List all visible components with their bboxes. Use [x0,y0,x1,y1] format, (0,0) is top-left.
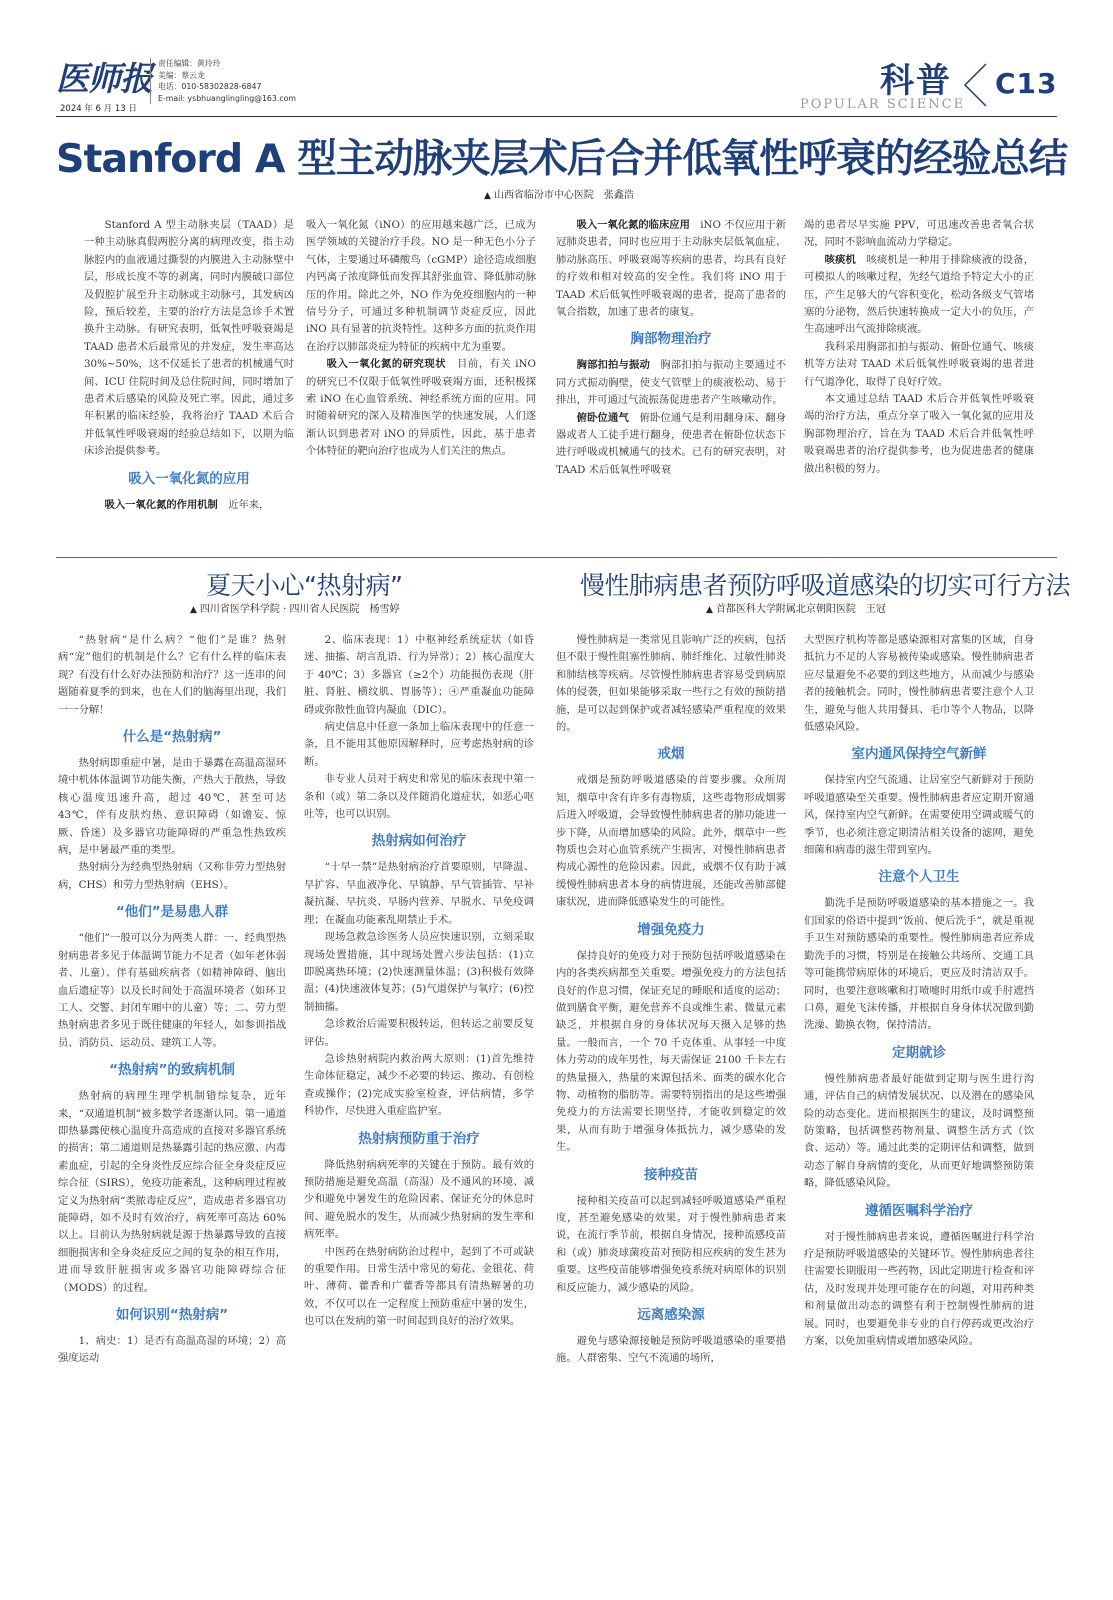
paragraph-text: 俯卧位通气是利用翻身床、翻身器或者人工徒手进行翻身，使患者在俯卧位状态下进行呼吸或机械通气的技术。已有的研究表明，对 TAAD 术后低氧性呼吸衰 [556,411,787,476]
paragraph-text: 咳痰机是一种用于排除痰液的设备，可模拟人的咳嗽过程，先经气道给予特定大小的正压，产生足够大的气容积变化，松动各级支气管堵塞的分泌物，然后快速转换成一定大小的负压，产生高速呼出气流排除痰液。 [804,253,1035,336]
section-heading: 吸入一氧化氮的应用 [128,470,250,487]
paragraph: “十早一禁”是热射病治疗首要原则，早降温、早扩容、早血液净化、早镇静、早气管插管、早补凝抗凝、早抗炎、早肠内营养、早脱水、早免疫调理；在凝血功能紊乱期禁止手术。 [304,861,534,926]
article1-column-2 [306,217,536,549]
email-line: E-mail: ysbhuanglingling@163.com [158,93,296,103]
paragraph: 接种相关疫苗可以起到减轻呼吸道感染严重程度，甚至避免感染的效果。对于慢性肺病患者来说，在流行季节前，根据自身情况，接种流感疫苗和（或）肺炎球菌疫苗对预防相应疾病的发生甚为重要。这些疫苗能够增强免疫系统对病原体的识别和反应能力，减少感染的风险。 [556,1194,786,1294]
paragraph: 热射病即重症中暑，是由于暴露在高温高湿环境中机体体温调节功能失衡，产热大于散热，导致核心温度迅速升高，超过 40℃，甚至可达 43℃，伴有皮肤灼热、意识障碍（如谵妄、惊厥、昏迷）及多器官功能障碍的严重急性热致疾病，是中暑最严重的类型。 [58,757,286,857]
section-heading: 增强免疫力 [637,921,705,938]
paragraph-text: 胸部扣拍与振动主要通过不同方式振动胸壁，使支气管壁上的痰液松动、易于排出，并可通过气流振荡促进患者产生咳嗽动作。 [556,359,787,407]
paragraph-text: 近年来， [217,498,270,511]
paragraph: 大型医疗机构等都是感染源相对富集的区域，自身抵抗力不足的人容易被传染或感染。慢性肺病患者应尽量避免不必要的到这些地方，从而减少与感染者的接触机会。同时，慢性肺病患者要注意个人卫生，避免与他人共用餐具、毛巾等个人物品，以降低感染风险。 [804,634,1034,734]
article2-column-2 [304,632,534,1512]
paragraph: “热射病”是什么病？“他们”是谁？热射病“宠”他们的机制是什么？它有什么样的临床表现？有没有什么好办法预防和治疗？这一连串的问题随着夏季的到来，也在人们的脑海里出现，我们一一分解！ [58,634,286,716]
paragraph: 降低热射病病死率的关键在于预防。最有效的预防措施是避免高温（高湿）及不通风的环境、减少和避免中暑发生的危险因素、保证充分的休息时间、避免脱水的发生，从而减少热射病的发生率和病死率。 [304,1158,534,1241]
paragraph-lead: 吸入一氧化氮的研究现状 [326,358,447,371]
paragraph-lead: 俯卧位通气 [576,411,629,424]
article2-author: 四川省医学科学院 · 四川省人民医院 杨雪婷 [199,604,400,615]
section-heading: “他们”是易患人群 [115,904,229,921]
section-heading: 如何识别“热射病” [115,1307,229,1323]
section-title: 科普 [880,61,952,101]
issue-date: 2024 年 6 月 13 日 [60,104,137,114]
paragraph: “他们”一般可以分为两类人群：一、经典型热射病患者多见于体温调节能力不足者（如年老体弱者、儿童）、伴有基础疾病者（如精神障碍、脑出血后遗症等）以及长时间处于高温环境者（如环卫工人、交警、封闭车厢中的儿童）等；二、劳力型热射病患者多见于既往健康的年轻人，如参训指战员、消防员、运动员、建筑工人等。 [58,932,286,1049]
article1-column-1 [84,217,294,549]
article2-column-1 [58,632,286,1512]
article3-author: 首都医科大学附属北京朝阳医院 王冠 [715,604,886,615]
paragraph-text: iNO 不仅应用于新冠肺炎患者，同时也应用于主动脉夹层低氧血症、肺动脉高压、呼吸衰竭等疾病的患者，均具有良好的疗效和相对较高的安全性。我们将 iNO 用于 TAAD 术后低氧性呼吸衰竭的患者，提高了患者的氧合指数，加速了患者的康复。 [556,219,786,319]
article3-column-1 [556,632,786,1512]
paragraph: 非专业人员对于病史和常见的临床表现中第一条和（或）第二条以及伴随消化道症状，如恶心呕吐等，也可以识别。 [304,773,534,821]
paragraph: 慢性肺病患者最好能做到定期与医生进行沟通，评估自己的病情发展状况、以及潜在的感染风险的动态变化。进而根据医生的建议，及时调整预防策略，包括调整药物剂量、调整生活方式（饮食、运动）等。通过此类的定期评估和调整，做到动态了解自身病情的变化，从而更好地调整预防策略，降低感染风险。 [804,1072,1034,1190]
section-heading: 胸部物理治疗 [630,331,712,348]
section-heading: 热射病如何治疗 [371,833,467,850]
article2-title: 夏天小心“热射病” [206,571,403,600]
article1-byline: ▲ 山西省临汾市中心医院 张鑫浩 [484,190,634,201]
paragraph: 中医药在热射病防治过程中，起到了不可或缺的重要作用。日常生活中常见的菊花、金银花、荷叶、薄荷、藿香和广藿香等都具有清热解暑的功效，不仅可以在一定程度上预防重症中暑的发生，也可以在发病的第一时间起到良好的治疗效果。 [304,1245,534,1328]
section-heading: 接种疫苗 [644,1166,698,1183]
paragraph [306,356,536,460]
article1-column-4 [804,217,1034,549]
paragraph: 2、临床表现：1）中枢神经系统症状（如昏迷、抽搐、胡言乱语、行为异常）；2）核心温度大于 40℃；3）多器官（≥2个）功能损伤表现（肝脏、肾脏、横纹肌、胃肠等）；④严重凝血功能障碍或弥散性血管内凝血（DIC）。 [304,634,534,716]
paragraph-lead: 吸入一氧化氮的作用机制 [104,498,218,511]
paragraph: 勤洗手是预防呼吸道感染的基本措施之一。我们国家的俗语中提到“饭前、便后洗手”，就是重视手卫生对预防感染的重要性。慢性肺病患者应养成勤洗手的习惯，特别是在接触公共场所、交通工具等可能携带病原体的环境后，更应及时清洁双手。同时，也要注意咳嗽和打喷嚏时用纸巾或手肘遮挡口鼻，避免飞沫传播，并根据自身身体状况做到勤洗澡、勤换衣物，保持清洁。 [804,897,1034,1032]
article1-column-3 [556,217,786,549]
paragraph: Stanford A 型主动脉夹层（TAAD）是一种主动脉真假两腔分离的病理改变，指主动脉腔内的血液通过撕裂的内膜进入主动脉壁中层，形成长度不等的剥离，同时内膜破口部位及假腔扩展至升主动脉或主动脉弓，其发病凶险，预后较差，主要的治疗方法是急诊手术置换升主动脉。有研究表明，低氧性呼吸衰竭是 TAAD 患者术后最常见的并发症，发生率高达 30%~50%，这不仅延长了患者的机械通气时间、ICU 住院时间及总住院时间，同时增加了患者术后感染的风险及死亡率。因此，通过多年积累的临床经验，我将治疗 TAAD 术后合并低氧性呼吸衰竭的经验总结如下，以期为临床诊治提供参考。 [84,219,294,458]
paragraph: 对于慢性肺病患者来说，遵循医嘱进行科学治疗是预防呼吸道感染的关键环节。慢性肺病患者往往需要长期服用一些药物，因此定期进行检查和评估，及时发现并处理可能存在的问题，对用药种类和剂量做出动态的调整有利于控制慢性肺病的进展。同时，也要避免非专业的自行停药或更改治疗方案，以免加重病情或增加感染风险。 [804,1230,1034,1347]
editor-info [150,58,350,104]
article3-column-2 [804,632,1034,1512]
paragraph: 本文通过总结 TAAD 术后合并低氧性呼吸衰竭的治疗方法，重点分享了吸入一氧化氮的应用及胸部物理治疗，旨在为 TAAD 术后合并低氧性呼吸衰竭患者的治疗提供参考，也为促进患者的健康做出积极的努力。 [804,393,1034,475]
article3-title: 慢性肺病患者预防呼吸道感染的切实可行方法 [580,571,1071,600]
section-heading: 什么是“热射病” [122,729,222,746]
paragraph: 病史信息中任意一条加上临床表现中的任意一条，且不能用其他原因解释时，应考虑热射病的诊断。 [304,721,534,768]
article1-divider [56,557,1057,558]
paragraph: 1、病史：1）是否有高温高湿的环境；2）高强度运动 [58,1335,286,1365]
paragraph-text: 目前，有关 iNO 的研究已不仅限于低氧性呼吸衰竭方面，还积极探索 iNO 在心血管系统、神经系统方面的应用。同时随着研究的深入及精准医学的快速发展，人们逐渐认识到患者对 iNO 的异质性，因此，基于患者个体特征的靶向治疗也成为人们关注的焦点。 [306,358,536,458]
paragraph [556,217,786,321]
phone-line: 电话：010-58302828-6847 [158,82,262,91]
paragraph-lead: 吸入一氧化氮的临床应用 [576,219,690,231]
paragraph: 现场急救急诊医务人员应快速识别，立刻采取现场处置措施，其中现场处置六步法包括：(1)立即脱离热环境；(2)快速测量体温；(3)积极有效降温；(4)快速液体复苏；(5)气道保护与氧疗；(6)控制抽搐。 [304,931,534,1013]
paragraph: 戒烟是预防呼吸道感染的首要步骤。众所周知，烟草中含有许多有毒物质，这些毒物形成烟雾后进入呼吸道，会导致慢性肺病患者的肺功能进一步下降，从而增加感染的风险。此外，烟草中一些物质也会对心血管系统产生损害，对慢性肺病患者构成心源性的危险因素。因此，戒烟不仅有助于减缓慢性肺病患者本身的病情进展，还能改善肺部健康状况，进而降低感染发生的可能性。 [556,774,786,909]
masthead-rule [56,116,1057,117]
paragraph: 热射病分为经典型热射病（又称非劳力型热射病，CHS）和劳力型热射病（EHS）。 [58,861,286,891]
section-heading: 定期就诊 [892,1044,946,1061]
paragraph: 急诊热射病院内救治两大原则：(1)首先维持生命体征稳定，减少不必要的转运、搬动、有创检查或操作；(2)完成实验室检查，评估病情，多学科协作，尽快进入重症监护室。 [304,1052,534,1118]
section-heading: 远离感染源 [637,1307,705,1323]
editor-line: 责任编辑：黄玲玲 [158,59,221,68]
article2-byline: ▲ 四川省医学科学院 · 四川省人民医院 杨雪婷 [190,604,400,615]
paragraph: 慢性肺病是一类常见且影响广泛的疾病，包括但不限于慢性阻塞性肺病、肺纤维化、过敏性肺炎和肺结核等疾病。尽管慢性肺病患者容易受到病原体的侵袭，但如果能够采取一些行之有效的预防措施，是可以起到保护或者减轻感染严重程度的效果的。 [556,634,786,734]
paragraph: 竭的患者尽早实施 PPV，可迅速改善患者氧合状况，同时不影响血流动力学稳定。 [804,219,1034,249]
section-title-en: POPULAR SCIENCE [800,97,966,112]
page-number: C13 [995,67,1058,100]
newspaper-logo: 医师报 [56,59,152,98]
paragraph [804,252,1034,339]
designer-line: 美编：蔡云龙 [158,70,205,80]
paragraph: 我科采用胸部扣拍与振动、俯卧位通气、咳痰机等方法对 TAAD 术后低氧性呼吸衰竭的患者进行气道净化，取得了良好疗效。 [804,340,1034,388]
section-heading: 室内通风保持空气新鲜 [851,746,987,763]
section-heading: “热射病”的致病机制 [109,1062,235,1079]
section-heading: 戒烟 [657,746,685,763]
paragraph: 避免与感染源接触是预防呼吸道感染的重要措施。人群密集、空气不流通的场所， [556,1335,786,1365]
article1-author: 山西省临汾市中心医院 张鑫浩 [493,190,634,201]
paragraph: 急诊救治后需要积极转运，但转运之前要反复评估。 [304,1018,534,1048]
article1-title: Stanford A 型主动脉夹层术后合并低氧性呼衰的经验总结 [56,136,1068,182]
paragraph [84,497,294,514]
paragraph [556,410,786,480]
section-heading: 热射病预防重于治疗 [358,1130,480,1147]
paragraph: 吸入一氧化氮（iNO）的应用越来越广泛，已成为医学领域的关键治疗手段。NO 是一种无色小分子气体，主要通过环磷酸鸟（cGMP）途径造成细胞内钙离子浓度降低而发挥其舒张血管、降低肺动脉压的作用。除此之外，NO 作为免疫细胞内的一种信号分子，可通过多种机制调节炎症反应，因此 iNO 具有显著的抗炎特性。这种多方面的抗炎作用在治疗以肺部炎症为特征的疾病中尤为重要。 [306,219,536,353]
section-heading: 注意个人卫生 [878,869,960,886]
article3-byline: ▲ 首都医科大学附属北京朝阳医院 王冠 [706,604,886,615]
paragraph-lead: 胸部扣拍与振动 [576,359,650,372]
paragraph: 保持室内空气流通、让居室空气新鲜对于预防呼吸道感染至关重要。慢性肺病患者应定期开窗通风，保持室内空气新鲜。在需要使用空调或暖气的季节，也必须注意定期清洁相关设备的滤网，避免细菌和病毒的滋生带到室内。 [804,774,1034,857]
paragraph [556,357,786,409]
section-chevron-icon [960,62,990,108]
paragraph: 热射病的病理生理学机制错综复杂，近年来，“双通道机制”被多数学者逐渐认同。第一通道即热暴露使核心温度升高造成的直接对多器官系统的损害；第二通道则是热暴露引起的热应激、内毒素血症，引起的全身炎性反应综合征全身炎症反应综合征（SIRS），免疫功能紊乱，这种病理过程被定义为热射病“类脓毒症反应”，造成患者多器官功能障碍，如不及时有效治疗，病死率可高达 60% 以上。目前认为热射病就是源于热暴露导致的直接细胞损害和全身炎症反应之间的复杂的相互作用，进而导致肝脏损害或多器官功能障碍综合征（MODS）的过程。 [58,1090,286,1294]
section-heading: 遵循医嘱科学治疗 [865,1202,973,1219]
paragraph: 保持良好的免疫力对于预防包括呼吸道感染在内的各类疾病都至关重要。增强免疫力的方法包括良好的作息习惯，保证充足的睡眠和适度的运动；做到膳食平衡，避免营养不良或维生素、微量元素缺乏，并根据自身的身体状况每天摄入足够的热量。一般而言，一个 70 千克体重、从事轻一中度体力劳动的成年男性，每天需保证 2100 千卡左右的热量摄入，热量的来源包括米、面类的碳水化合物、动植物的脂肪等。需要特别指出的是这些增强免疫力的方法需要长期坚持，才能收到稳定的效果，从而有助于增强身体抵抗力，减少感染的发生。 [556,949,786,1154]
paragraph-lead: 咳痰机 [824,253,857,266]
